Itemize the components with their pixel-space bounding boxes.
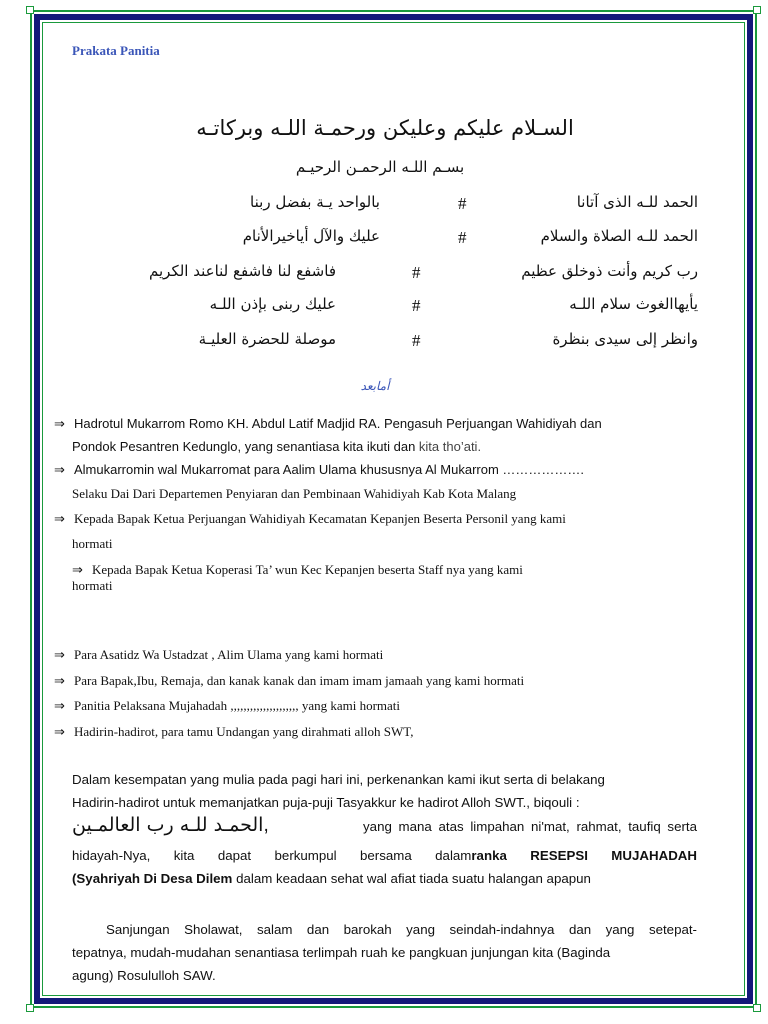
greeting-item: ⇒ Almukarromin wal Mukarromat para Aalim Ulama khususnya Al Mukarrom ………………. [54, 462, 585, 477]
body-paragraph: Sanjungan Sholawat, salam dan barokah yang seindah-indahnya dan yang setepat- tepatnya, mudah-mudahan senantiasa terlimpah ruah ke pangkuan junjungan kita (Baginda agung) Rosululloh SAW. [72, 922, 697, 983]
arrow-right-icon: ⇒ [54, 724, 65, 739]
greeting-item: ⇒ Hadrotul Mukarrom Romo KH. Abdul Latif Madjid RA. Pengasuh Perjuangan Wahidiyah dan [54, 416, 602, 431]
arabic-salam: السـلام عليكم وعليكن ورحمـة اللـه وبركاتـه [196, 116, 574, 140]
verse-left: فاشفع لنا فاشفع لناعند الكريم [149, 262, 336, 280]
greeting-item: ⇒ Kepada Bapak Ketua Koperasi Ta’ wun Kec Kepanjen beserta Staff nya yang kami [72, 562, 523, 577]
arabic-hamdalah: الحمـد للـه رب العالمـين [72, 814, 264, 836]
verse-left: بالواحد يـة بفضل ربنا [250, 193, 380, 211]
verse-left: موصلة للحضرة العليـة [198, 330, 336, 348]
frame-corner-ornament [753, 1004, 761, 1012]
frame-corner-ornament [753, 6, 761, 14]
greeting-item-cont: hormati [72, 578, 113, 593]
greeting-item-cont: Pondok Pesantren Kedunglo, yang senantiasa kita ikuti dan kita tho’ati. [72, 439, 482, 454]
frame-corner-ornament [26, 6, 34, 14]
greeting-item-cont: Selaku Dai Dari Departemen Penyiaran dan Pembinaan Wahidiyah Kab Kota Malang [72, 486, 517, 501]
page-header-title: Prakata Panitia [72, 43, 160, 58]
arrow-right-icon: ⇒ [54, 416, 65, 431]
greeting-item: ⇒ Para Bapak,Ibu, Remaja, dan kanak kanak dan imam imam jamaah yang kami hormati [54, 673, 525, 688]
arrow-right-icon: ⇒ [54, 698, 65, 713]
arrow-right-icon: ⇒ [54, 647, 65, 662]
arrow-right-icon: ⇒ [54, 511, 65, 526]
greeting-item: ⇒ Hadirin-hadirot, para tamu Undangan yang dirahmati alloh SWT, [54, 724, 414, 739]
frame-corner-ornament [26, 1004, 34, 1012]
verse-right: الحمد للـه الصلاة والسلام [540, 227, 698, 245]
arrow-right-icon: ⇒ [54, 673, 65, 688]
verse-separator: # [458, 194, 467, 213]
greeting-item: ⇒ Kepada Bapak Ketua Perjuangan Wahidiyah Kecamatan Kepanjen Beserta Personil yang kami [54, 511, 566, 526]
verse-right: وانظر إلى سيدى بنظرة [552, 330, 698, 348]
greeting-item: ⇒ Para Asatidz Wa Ustadzat , Alim Ulama yang kami hormati [54, 647, 384, 662]
verse-separator: # [458, 228, 467, 247]
verse-separator: # [412, 296, 421, 315]
verse-separator: # [412, 263, 421, 282]
arabic-ammaba: أمابعد [360, 379, 390, 393]
greeting-item: ⇒ Panitia Pelaksana Mujahadah ,,,,,,,,,,,,,,,,,,,,, yang kami hormati [54, 698, 401, 713]
arabic-basmala: بسـم اللـه الرحمـن الرحيـم [295, 158, 465, 176]
greeting-item-cont: hormati [72, 536, 113, 551]
verse-separator: # [412, 331, 421, 350]
arrow-right-icon: ⇒ [54, 462, 65, 477]
arrow-right-icon: ⇒ [72, 562, 83, 577]
verse-left: عليك والآل أياخيرالأنام [242, 227, 380, 245]
verse-right: يأيهاالغوث سلام اللـه [569, 295, 698, 313]
verse-right: الحمد للـه الذى آتانا [576, 193, 698, 211]
body-paragraph: Dalam kesempatan yang mulia pada pagi hari ini, perkenankan kami ikut serta di belakang Hadirin-hadirot untuk memanjatkan puja-puji Tasyakkur ke hadirot Alloh SWT., biqouli : الحمـد للـه رب العالمـين, yang mana atas limpahan ni'mat, rahmat, taufiq serta hidayah-Nya, kita dapat berkumpul bersama dalamranka RESEPSI MUJAHADAH (Syahriyah Di Desa Dilem dalam keadaan sehat wal afiat tiada suatu halangan apapun [72, 772, 697, 886]
verse-left: عليك ربنى بإذن اللـه [209, 295, 336, 313]
verse-right: رب كريم وأنت ذوخلق عظيم [521, 262, 698, 280]
